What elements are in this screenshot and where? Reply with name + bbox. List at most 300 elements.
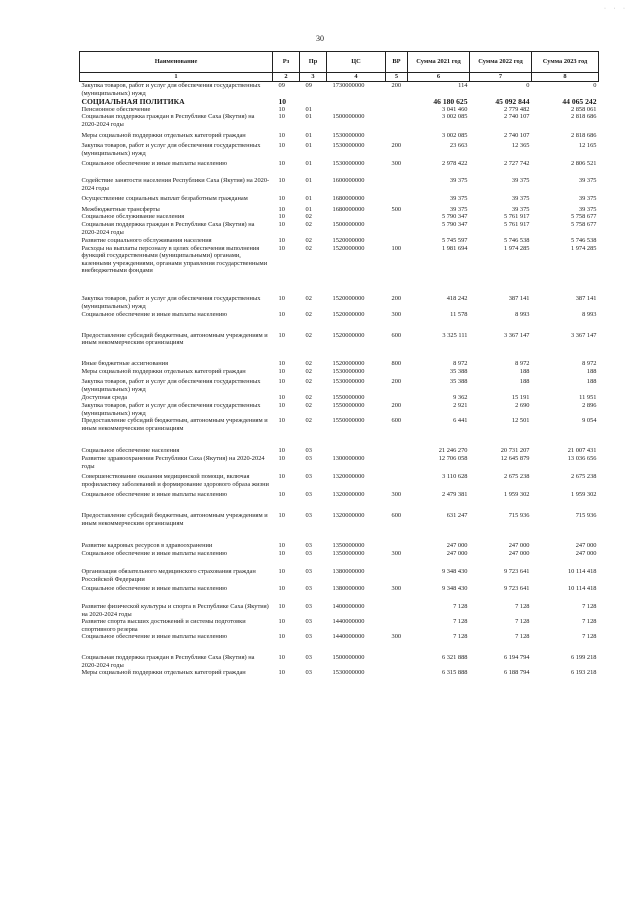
row-name: Закупка товаров, работ и услуг для обеспечения государственных (муниципальных) нужд bbox=[81, 402, 261, 417]
table-row bbox=[80, 236, 599, 245]
row-cs: 1530000000 bbox=[332, 378, 365, 386]
row-sum-2021: 9 362 bbox=[453, 394, 468, 402]
row-sum-2023: 21 007 431 bbox=[567, 447, 597, 455]
row-pr: 02 bbox=[305, 213, 312, 221]
row-pr: 03 bbox=[305, 511, 312, 519]
header-cs: ЦС bbox=[327, 52, 386, 73]
row-vr: 300 bbox=[391, 160, 402, 168]
row-sum-2021: 46 180 625 bbox=[433, 97, 468, 107]
row-sum-2023: 44 065 242 bbox=[562, 97, 597, 107]
row-sum-2021: 35 388 bbox=[449, 367, 468, 375]
row-name: Закупка товаров, работ и услуг для обеспечения государственных (муниципальных) нужд bbox=[81, 142, 261, 157]
row-sum-2022: 715 936 bbox=[508, 511, 530, 519]
row-vr: 200 bbox=[391, 142, 402, 150]
row-vr: 800 bbox=[391, 360, 402, 368]
row-pr: 03 bbox=[305, 568, 312, 576]
row-sum-2021: 6 321 888 bbox=[441, 654, 468, 662]
row-pr: 01 bbox=[305, 160, 312, 168]
row-sum-2021: 12 706 058 bbox=[438, 454, 468, 462]
row-rz: 10 bbox=[278, 491, 285, 499]
row-name: Совершенствование оказания медицинской помощи, включая профилактику заболеваний и формирование здорового образа жизни bbox=[81, 473, 269, 488]
row-sum-2021: 6 315 888 bbox=[441, 669, 468, 677]
row-cs: 1530000000 bbox=[332, 131, 365, 139]
table-row bbox=[80, 375, 599, 393]
row-vr bbox=[386, 393, 408, 402]
row-rz: 10 bbox=[278, 105, 285, 113]
row-rz: 10 bbox=[278, 160, 285, 168]
row-sum-2022: 2 690 bbox=[515, 402, 530, 409]
row-vr bbox=[386, 618, 408, 633]
row-name: Социальное обеспечение и иные выплаты населению bbox=[81, 549, 228, 557]
row-cs bbox=[327, 106, 386, 114]
row-pr: 03 bbox=[305, 447, 312, 455]
table-row bbox=[80, 641, 599, 669]
row-sum-2022: 0 bbox=[526, 82, 530, 89]
row-sum-2022: 39 375 bbox=[511, 205, 530, 213]
row-sum-2023: 1 959 302 bbox=[570, 491, 597, 499]
table-row bbox=[80, 319, 599, 347]
row-sum-2022: 6 194 794 bbox=[503, 654, 530, 662]
row-sum-2023: 2 806 521 bbox=[570, 160, 597, 168]
row-name: Расходы на выплаты персоналу в целях обеспечения выполнения функций государственными (муниципальными) органами, казенными учреждениями, органами управления государственными внебюджетными фондами bbox=[81, 244, 268, 275]
row-sum-2023: 39 375 bbox=[578, 176, 597, 184]
row-sum-2022: 6 188 794 bbox=[503, 669, 530, 677]
row-sum-2022: 387 141 bbox=[508, 295, 530, 303]
row-name: Предоставление субсидий бюджетным, автономным учреждениям и иным некоммерческим организациям bbox=[81, 417, 268, 432]
row-sum-2023: 2 818 686 bbox=[570, 113, 597, 121]
row-pr: 02 bbox=[305, 417, 312, 425]
row-sum-2022: 9 723 641 bbox=[503, 584, 530, 592]
row-sum-2023: 7 128 bbox=[582, 603, 597, 611]
row-cs: 1500000000 bbox=[332, 220, 365, 228]
row-pr: 03 bbox=[305, 654, 312, 662]
row-sum-2021: 9 348 430 bbox=[441, 568, 468, 576]
row-name: Закупка товаров, работ и услуг для обеспечения государственных (муниципальных) нужд bbox=[81, 82, 261, 97]
row-sum-2023: 39 375 bbox=[578, 205, 597, 213]
column-index: 5 bbox=[386, 73, 408, 82]
row-pr: 09 bbox=[305, 82, 312, 89]
row-rz: 10 bbox=[278, 603, 285, 611]
row-pr: 01 bbox=[305, 105, 312, 113]
row-sum-2021: 8 972 bbox=[453, 360, 468, 368]
row-cs: 1550000000 bbox=[332, 394, 365, 402]
row-sum-2021: 7 128 bbox=[453, 633, 468, 641]
row-sum-2021: 3 110 628 bbox=[442, 473, 468, 481]
row-vr: 300 bbox=[391, 584, 402, 592]
row-pr: 01 bbox=[305, 113, 312, 121]
row-vr: 500 bbox=[391, 205, 402, 213]
row-name: Предоставление субсидий бюджетным, автономным учреждениям и иным некоммерческим организациям bbox=[81, 331, 268, 347]
row-name: Развитие физической культуры и спорта в Республике Саха (Якутия) на 2020-2024 годы bbox=[81, 603, 269, 618]
row-cs: 1350000000 bbox=[332, 542, 365, 550]
row-vr: 200 bbox=[391, 402, 402, 409]
row-sum-2023: 188 bbox=[586, 378, 597, 386]
header-rz: Рз bbox=[273, 52, 300, 73]
row-sum-2023: 39 375 bbox=[578, 195, 597, 203]
row-pr: 02 bbox=[305, 402, 312, 409]
row-sum-2023: 3 367 147 bbox=[570, 331, 597, 339]
table-row bbox=[80, 368, 599, 376]
row-sum-2023: 715 936 bbox=[575, 511, 597, 519]
row-rz: 10 bbox=[278, 511, 285, 519]
row-sum-2021: 5 790 347 bbox=[441, 213, 468, 221]
table-row bbox=[80, 550, 599, 558]
table-row bbox=[80, 97, 599, 106]
row-vr bbox=[386, 455, 408, 470]
row-cs: 1520000000 bbox=[332, 360, 365, 368]
row-sum-2021: 1 981 694 bbox=[441, 244, 468, 252]
row-vr: 300 bbox=[391, 491, 402, 499]
row-sum-2023: 247 000 bbox=[575, 549, 597, 557]
table-row bbox=[80, 633, 599, 641]
row-sum-2022: 12 645 879 bbox=[500, 454, 530, 462]
row-vr: 200 bbox=[391, 378, 402, 386]
row-rz: 10 bbox=[278, 295, 285, 303]
row-name: Социальное обеспечение и иные выплаты населению bbox=[81, 311, 228, 319]
row-rz: 10 bbox=[278, 454, 285, 462]
row-name: Меры социальной поддержки отдельных категорий граждан bbox=[81, 367, 246, 375]
row-cs: 1530000000 bbox=[332, 160, 365, 168]
row-cs: 1300000000 bbox=[332, 454, 365, 462]
row-sum-2022: 7 128 bbox=[515, 603, 530, 611]
row-cs: 1320000000 bbox=[332, 491, 365, 499]
table-row bbox=[80, 82, 599, 98]
row-vr: 200 bbox=[391, 295, 402, 303]
row-name: Социальное обеспечение населения bbox=[81, 447, 180, 455]
row-rz: 10 bbox=[278, 142, 285, 150]
row-sum-2023: 2 896 bbox=[582, 402, 597, 409]
row-name: Социальное обеспечение и иные выплаты населению bbox=[81, 633, 228, 641]
row-vr: 300 bbox=[391, 311, 402, 319]
row-cs: 1680000000 bbox=[332, 205, 365, 213]
row-cs: 1380000000 bbox=[332, 584, 365, 592]
row-sum-2023: 12 165 bbox=[578, 142, 597, 150]
row-sum-2022: 39 375 bbox=[511, 176, 530, 184]
row-cs: 1400000000 bbox=[332, 603, 365, 611]
row-cs: 1520000000 bbox=[332, 244, 365, 252]
table-header-row bbox=[80, 52, 599, 73]
row-sum-2022: 7 128 bbox=[515, 633, 530, 641]
column-index: 3 bbox=[300, 73, 327, 82]
row-name: Развитие спорта высших достижений и системы подготовки спортивного резерва bbox=[81, 618, 246, 633]
row-vr bbox=[386, 432, 408, 455]
row-sum-2022: 1 959 302 bbox=[503, 491, 530, 499]
row-rz: 10 bbox=[278, 205, 285, 213]
row-sum-2023: 9 054 bbox=[582, 417, 597, 425]
row-sum-2022: 8 993 bbox=[515, 311, 530, 319]
row-sum-2023: 2 858 061 bbox=[570, 105, 597, 113]
row-pr: 02 bbox=[305, 244, 312, 252]
row-cs: 1380000000 bbox=[332, 568, 365, 576]
row-pr: 02 bbox=[305, 237, 312, 245]
row-rz: 10 bbox=[278, 220, 285, 228]
row-sum-2022: 5 761 917 bbox=[503, 220, 530, 228]
row-rz: 10 bbox=[278, 654, 285, 662]
row-rz: 10 bbox=[278, 331, 285, 339]
row-pr: 01 bbox=[305, 142, 312, 150]
row-sum-2023: 7 128 bbox=[582, 633, 597, 641]
row-vr bbox=[386, 192, 408, 203]
row-sum-2023: 5 758 677 bbox=[570, 220, 597, 228]
row-sum-2021: 9 348 430 bbox=[441, 584, 468, 592]
row-vr bbox=[386, 221, 408, 236]
row-name: СОЦИАЛЬНАЯ ПОЛИТИКА bbox=[81, 97, 185, 107]
row-vr bbox=[386, 129, 408, 140]
row-sum-2022: 12 501 bbox=[511, 417, 530, 425]
row-cs: 1440000000 bbox=[332, 633, 365, 641]
column-index: 8 bbox=[532, 73, 599, 82]
row-rz: 10 bbox=[278, 669, 285, 677]
row-name: Закупка товаров, работ и услуг для обеспечения государственных (муниципальных) нужд bbox=[81, 295, 261, 310]
budget-table bbox=[79, 51, 599, 677]
row-vr: 200 bbox=[391, 82, 402, 89]
row-sum-2022: 247 000 bbox=[508, 549, 530, 557]
row-sum-2022: 7 128 bbox=[515, 618, 530, 626]
row-sum-2021: 2 479 381 bbox=[441, 491, 468, 499]
row-sum-2022: 3 367 147 bbox=[503, 331, 530, 339]
table-row bbox=[80, 168, 599, 192]
table-row bbox=[80, 432, 599, 455]
row-cs: 1600000000 bbox=[332, 176, 365, 184]
row-sum-2022: 188 bbox=[519, 378, 530, 386]
row-name: Организация обязательного медицинского страхования граждан Российской Федерации bbox=[81, 568, 256, 583]
row-rz: 10 bbox=[278, 367, 285, 375]
row-cs bbox=[327, 97, 386, 106]
row-cs: 1530000000 bbox=[332, 367, 365, 375]
table-row bbox=[80, 470, 599, 488]
row-rz: 10 bbox=[278, 549, 285, 557]
row-pr: 03 bbox=[305, 491, 312, 499]
row-pr: 03 bbox=[305, 584, 312, 592]
row-vr bbox=[386, 527, 408, 550]
row-sum-2021: 35 388 bbox=[449, 378, 468, 386]
row-name: Закупка товаров, работ и услуг для обеспечения государственных (муниципальных) нужд bbox=[81, 378, 261, 393]
row-sum-2021: 247 000 bbox=[446, 542, 468, 550]
column-index: 1 bbox=[80, 73, 273, 82]
row-pr bbox=[300, 97, 327, 106]
row-sum-2023: 13 036 656 bbox=[567, 454, 597, 462]
column-index: 6 bbox=[408, 73, 470, 82]
row-name: Социальное обеспечение и иные выплаты населению bbox=[81, 584, 228, 592]
row-sum-2023: 6 193 218 bbox=[570, 669, 597, 677]
table-row bbox=[80, 669, 599, 677]
header-vr: ВР bbox=[386, 52, 408, 73]
row-name: Социальная поддержка граждан в Республике Саха (Якутия) на 2020-2024 годы bbox=[81, 220, 255, 236]
row-rz: 10 bbox=[278, 447, 285, 455]
row-cs: 1530000000 bbox=[332, 669, 365, 677]
row-sum-2022: 247 000 bbox=[508, 542, 530, 550]
row-sum-2021: 7 128 bbox=[453, 618, 468, 626]
row-pr: 03 bbox=[305, 603, 312, 611]
table-row bbox=[80, 557, 599, 583]
row-pr: 02 bbox=[305, 360, 312, 368]
row-sum-2022: 9 723 641 bbox=[503, 568, 530, 576]
table-row bbox=[80, 584, 599, 593]
row-sum-2021: 3 002 085 bbox=[441, 113, 468, 121]
row-rz: 10 bbox=[278, 237, 285, 245]
row-rz: 10 bbox=[278, 542, 285, 550]
row-rz: 10 bbox=[278, 584, 285, 592]
row-pr: 02 bbox=[305, 220, 312, 228]
row-name: Социальное обеспечение и иные выплаты населению bbox=[81, 160, 228, 168]
row-cs: 1350000000 bbox=[332, 549, 365, 557]
row-rz: 10 bbox=[278, 311, 285, 319]
row-sum-2023: 2 675 238 bbox=[570, 473, 597, 481]
row-sum-2021: 3 041 460 bbox=[441, 105, 468, 113]
row-cs: 1520000000 bbox=[332, 311, 365, 319]
row-sum-2021: 3 002 085 bbox=[441, 131, 468, 139]
row-sum-2023: 7 128 bbox=[582, 618, 597, 626]
row-sum-2022: 5 746 538 bbox=[503, 237, 530, 245]
row-sum-2022: 2 740 107 bbox=[503, 113, 530, 121]
row-sum-2023: 247 000 bbox=[575, 542, 597, 550]
row-sum-2022: 8 972 bbox=[515, 360, 530, 368]
row-cs: 1520000000 bbox=[332, 331, 365, 339]
row-pr: 01 bbox=[305, 195, 312, 203]
row-sum-2023: 8 972 bbox=[582, 360, 597, 368]
header-pr: Пр bbox=[300, 52, 327, 73]
row-sum-2021: 5 745 597 bbox=[441, 237, 468, 245]
row-vr: 300 bbox=[391, 549, 402, 557]
table-row bbox=[80, 106, 599, 114]
row-vr bbox=[386, 368, 408, 376]
row-name: Развитие социального обслуживания населения bbox=[81, 237, 212, 245]
row-sum-2023: 1 974 285 bbox=[570, 244, 597, 252]
row-sum-2021: 39 375 bbox=[449, 176, 468, 184]
table-row bbox=[80, 221, 599, 236]
row-name: Доступная среда bbox=[81, 394, 128, 402]
table-row bbox=[80, 157, 599, 168]
row-cs: 1320000000 bbox=[332, 473, 365, 481]
row-name: Предоставление субсидий бюджетным, автономным учреждениям и иным некоммерческим организациям bbox=[81, 511, 268, 527]
table-row bbox=[80, 455, 599, 470]
row-vr bbox=[386, 213, 408, 221]
table-row bbox=[80, 203, 599, 214]
row-cs bbox=[327, 432, 386, 455]
table-row bbox=[80, 245, 599, 275]
row-pr: 02 bbox=[305, 311, 312, 319]
row-pr: 01 bbox=[305, 205, 312, 213]
row-rz: 10 bbox=[278, 473, 285, 481]
table-body bbox=[80, 82, 599, 677]
row-cs: 1500000000 bbox=[332, 654, 365, 662]
row-vr: 300 bbox=[391, 633, 402, 641]
table-row bbox=[80, 592, 599, 618]
row-vr bbox=[386, 97, 408, 106]
table-row bbox=[80, 527, 599, 550]
table-row bbox=[80, 618, 599, 633]
row-name: Социальная поддержка граждан в Республике Саха (Якутия) на 2020-2024 годы bbox=[81, 113, 255, 128]
row-rz: 10 bbox=[278, 378, 285, 386]
row-cs: 1520000000 bbox=[332, 237, 365, 245]
header-sum-2021: Сумма 2021 год bbox=[408, 52, 470, 73]
row-cs: 1680000000 bbox=[332, 195, 365, 203]
table-row bbox=[80, 192, 599, 203]
row-vr: 100 bbox=[391, 244, 402, 252]
row-name: Социальная поддержка граждан в Республике Саха (Якутия) на 2020-2024 годы bbox=[81, 654, 255, 669]
column-index: 4 bbox=[327, 73, 386, 82]
row-cs: 1550000000 bbox=[332, 402, 365, 409]
row-sum-2021: 114 bbox=[458, 82, 468, 89]
row-sum-2023: 11 951 bbox=[579, 394, 597, 402]
row-sum-2021: 21 246 270 bbox=[438, 447, 468, 455]
row-rz: 10 bbox=[278, 176, 285, 184]
row-sum-2022: 2 779 482 bbox=[503, 105, 530, 113]
row-pr: 02 bbox=[305, 378, 312, 386]
row-name: Социальное обеспечение и иные выплаты населению bbox=[81, 491, 228, 499]
row-name: Межбюджетные трансферты bbox=[81, 205, 160, 213]
row-sum-2023: 5 746 538 bbox=[570, 237, 597, 245]
row-sum-2022: 15 191 bbox=[511, 394, 530, 402]
header-sum-2023: Сумма 2023 год bbox=[532, 52, 599, 73]
row-sum-2022: 20 731 207 bbox=[500, 447, 530, 455]
row-vr bbox=[386, 236, 408, 245]
row-pr: 01 bbox=[305, 131, 312, 139]
row-name: Меры социальной поддержки отдельных категорий граждан bbox=[81, 669, 246, 677]
row-sum-2023: 10 114 418 bbox=[567, 568, 597, 576]
row-rz: 10 bbox=[278, 97, 287, 107]
row-sum-2021: 3 325 111 bbox=[442, 331, 468, 339]
row-pr: 03 bbox=[305, 454, 312, 462]
row-sum-2021: 23 663 bbox=[449, 142, 468, 150]
column-index-row bbox=[80, 73, 599, 82]
row-rz: 10 bbox=[278, 402, 285, 409]
row-sum-2022: 5 761 917 bbox=[503, 213, 530, 221]
row-sum-2023: 2 818 686 bbox=[570, 131, 597, 139]
row-pr: 03 bbox=[305, 669, 312, 677]
row-pr: 03 bbox=[305, 618, 312, 626]
row-name: Иные бюджетные ассигнования bbox=[81, 360, 169, 368]
row-sum-2021: 2 921 bbox=[453, 402, 468, 409]
row-vr bbox=[386, 557, 408, 583]
row-cs: 1520000000 bbox=[332, 295, 365, 303]
row-sum-2022: 188 bbox=[519, 367, 530, 375]
row-cs bbox=[327, 213, 386, 221]
row-cs: 1530000000 bbox=[332, 142, 365, 150]
row-vr bbox=[386, 168, 408, 192]
row-rz: 10 bbox=[278, 568, 285, 576]
row-pr: 02 bbox=[305, 367, 312, 375]
row-sum-2023: 188 bbox=[586, 367, 597, 375]
row-sum-2021: 418 242 bbox=[446, 295, 468, 303]
row-rz: 10 bbox=[278, 131, 285, 139]
row-vr bbox=[386, 470, 408, 488]
row-cs: 1500000000 bbox=[332, 113, 365, 121]
row-sum-2021: 7 128 bbox=[453, 603, 468, 611]
row-pr: 03 bbox=[305, 473, 312, 481]
row-cs: 1550000000 bbox=[332, 417, 365, 425]
row-name: Развитие здравоохранения Республики Саха (Якутия) на 2020-2024 годы bbox=[81, 454, 265, 470]
row-sum-2021: 2 978 422 bbox=[441, 160, 468, 168]
row-pr: 03 bbox=[305, 549, 312, 557]
row-sum-2023: 6 199 218 bbox=[570, 654, 597, 662]
row-sum-2022: 12 365 bbox=[511, 142, 530, 150]
row-pr: 03 bbox=[305, 633, 312, 641]
row-rz: 10 bbox=[278, 618, 285, 626]
row-sum-2023: 5 758 677 bbox=[570, 213, 597, 221]
row-pr: 02 bbox=[305, 295, 312, 303]
row-rz: 10 bbox=[278, 213, 285, 221]
row-sum-2021: 6 441 bbox=[453, 417, 468, 425]
row-pr: 02 bbox=[305, 331, 312, 339]
table-row bbox=[80, 139, 599, 157]
row-rz: 09 bbox=[278, 82, 285, 89]
table-row bbox=[80, 402, 599, 417]
row-rz: 10 bbox=[278, 633, 285, 641]
row-cs: 1320000000 bbox=[332, 511, 365, 519]
row-sum-2021: 11 578 bbox=[450, 311, 468, 319]
row-sum-2023: 387 141 bbox=[575, 295, 597, 303]
